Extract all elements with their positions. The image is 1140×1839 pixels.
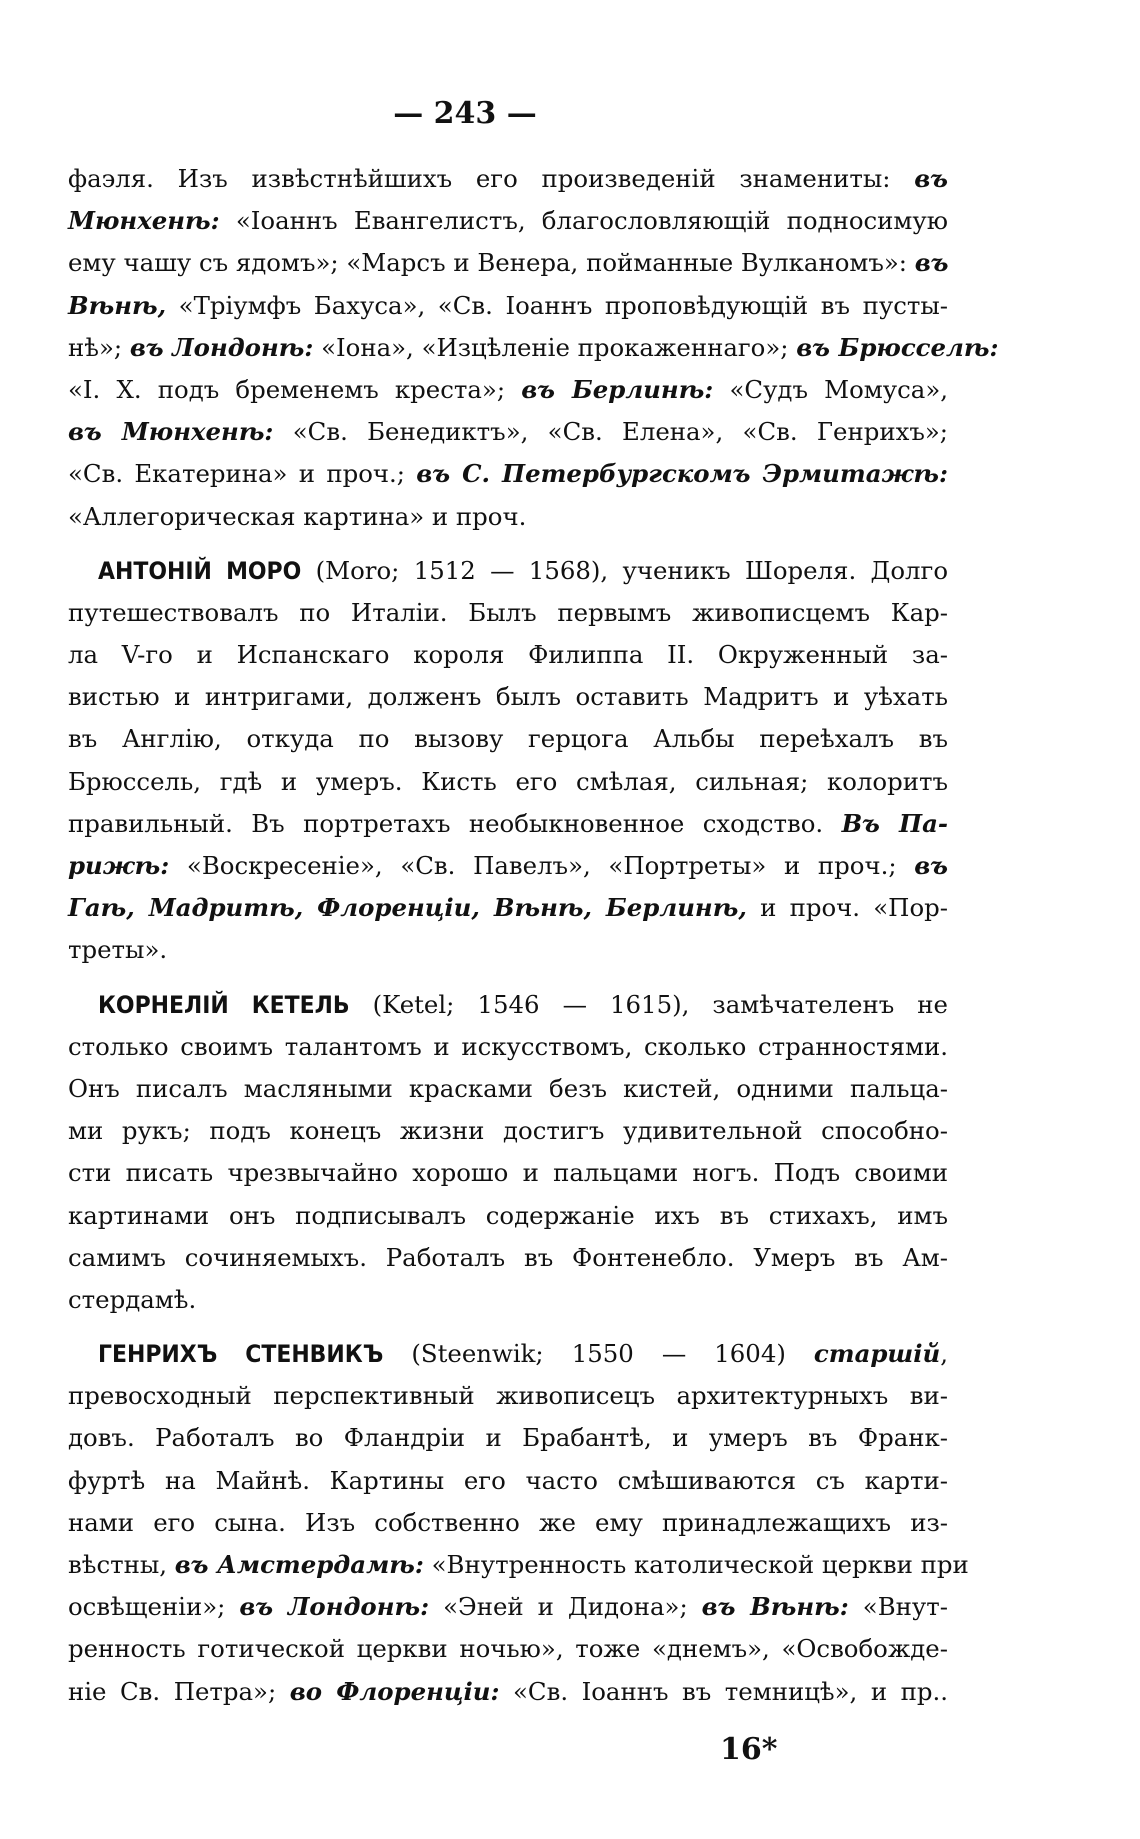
text-line xyxy=(68,845,948,887)
text-run: нами его сына. Изъ собственно же ему принадлежащихъ из- xyxy=(68,1507,948,1537)
text-line xyxy=(68,200,948,242)
text-run: сти писать чрезвычайно хорошо и пальцами ногъ. Подъ своими xyxy=(68,1158,948,1188)
text-run: , xyxy=(940,1339,948,1369)
text-line xyxy=(68,676,948,718)
text-run: Брюссель, гдѣ и умеръ. Кисть его смѣлая, сильная; колоритъ xyxy=(68,766,948,796)
text-run: ми рукъ; подъ конецъ жизни достигъ удивительной способно- xyxy=(68,1116,948,1146)
text-run: «Воскресеніе», «Св. Павелъ», «Портреты» и проч.; xyxy=(169,851,915,880)
text-line xyxy=(68,1417,948,1459)
place-name-run: въ Вѣнѣ: xyxy=(701,1592,849,1622)
text-line xyxy=(68,1628,948,1670)
text-run: фаэля. Изъ извѣстнѣйшихъ его произведеній знамениты: xyxy=(68,164,915,193)
entry-heading-line xyxy=(68,1333,948,1375)
text-line xyxy=(68,1152,948,1194)
text-line xyxy=(68,1502,948,1544)
place-name-run: въ xyxy=(914,851,948,880)
text-run: «Аллегорическая картина» и проч. xyxy=(68,501,527,531)
text-run: фуртѣ на Майнѣ. Картины его часто смѣшиваются съ карти- xyxy=(68,1465,948,1495)
text-line xyxy=(68,634,948,676)
text-run: «Внут- xyxy=(848,1592,948,1622)
text-run: освѣщеніи»; xyxy=(68,1592,240,1622)
text-line xyxy=(68,1671,948,1713)
artist-name: КОРНЕЛІЙ КЕТЕЛЬ xyxy=(98,989,350,1019)
text-run: правильный. Въ портретахъ необыкновенное сходство. xyxy=(68,808,842,838)
artist-name: ГЕНРИХЪ СТЕНВИКЪ xyxy=(98,1339,384,1369)
text-run: картинами онъ подписывалъ содержаніе ихъ въ стихахъ, имъ xyxy=(68,1200,948,1230)
entry-heading-line xyxy=(68,984,948,1026)
page-number-header: — 243 — xyxy=(393,96,537,131)
text-run: (Steenwik; 1550 — 1604) xyxy=(383,1339,814,1369)
text-line xyxy=(68,242,948,284)
text-line xyxy=(68,1195,948,1237)
text-run: «Св. Бенедиктъ», «Св. Елена», «Св. Генрихъ»; xyxy=(273,417,949,447)
text-line xyxy=(68,1586,948,1628)
place-name-run: въ С. Петербургскомъ Эрмитажѣ: xyxy=(416,459,948,489)
artist-name: АНТОНІЙ МОРО xyxy=(98,555,302,585)
text-run: «Іоаннъ Евангелистъ, благословляющій подносимую xyxy=(219,206,948,236)
text-line xyxy=(68,1279,948,1321)
text-run: довъ. Работалъ во Фландріи и Брабантѣ, и умеръ въ Франк- xyxy=(68,1423,948,1453)
text-line xyxy=(68,592,948,634)
text-line xyxy=(68,1068,948,1110)
place-name-run: въ Брюсселѣ: xyxy=(796,332,999,362)
text-run: Онъ писалъ масляными красками безъ кистей, одними пальца- xyxy=(68,1073,948,1103)
text-run: «Внутренность католической церкви при xyxy=(423,1550,969,1579)
text-line xyxy=(68,718,948,760)
place-name-run: въ Лондонѣ: xyxy=(129,332,314,362)
place-name-run: Мюнхенѣ: xyxy=(68,206,220,236)
text-run: «І. Х. подъ бременемъ креста»; xyxy=(68,374,522,404)
text-run: (Moro; 1512 — 1568), ученикъ Шореля. Долго xyxy=(301,555,948,585)
place-name-run: въ Лондонѣ: xyxy=(239,1592,430,1622)
text-line xyxy=(68,453,948,495)
text-line xyxy=(68,1237,948,1279)
text-run: вѣстны, xyxy=(68,1550,175,1579)
place-name-run: въ Берлинѣ: xyxy=(521,374,714,404)
text-run: ему чашу съ ядомъ»; «Марсъ и Венера, пойманные Вулканомъ»: xyxy=(68,248,915,278)
place-name-run: въ Мюнхенѣ: xyxy=(68,417,274,447)
text-run: въ Англію, откуда по вызову герцога Альбы переѣхалъ въ xyxy=(68,724,948,754)
text-run: «Св. Екатерина» и проч.; xyxy=(68,459,417,489)
text-line xyxy=(68,285,948,327)
place-name-run: во Флоренціи: xyxy=(289,1676,500,1706)
text-line xyxy=(68,929,948,971)
text-run: «Судъ Момуса», xyxy=(713,374,948,404)
text-run: столько своимъ талантомъ и искусствомъ, сколько странностями. xyxy=(68,1031,948,1061)
text-run: «Тріумфъ Бахуса», «Св. Іоаннъ проповѣдующій въ пусты- xyxy=(166,290,948,320)
place-name-run: Вѣнѣ, xyxy=(68,290,167,320)
text-line xyxy=(68,1026,948,1068)
text-line xyxy=(68,327,999,369)
text-run: стердамѣ. xyxy=(68,1284,197,1314)
text-line xyxy=(68,158,948,200)
italic-run: старшій xyxy=(813,1339,941,1369)
text-run: «Іона», «Изцѣленіе прокаженнаго»; xyxy=(313,332,797,362)
text-run: ренность готической церкви ночью», тоже «днемъ», «Освобожде- xyxy=(68,1634,948,1664)
text-line xyxy=(68,1110,948,1152)
text-run: нѣ»; xyxy=(68,332,130,362)
text-line xyxy=(68,1375,948,1417)
place-name-run: въ xyxy=(914,248,949,278)
text-run: вистью и интригами, долженъ былъ оставить Мадритъ и уѣхать xyxy=(68,682,948,712)
text-run: превосходный перспективный живописецъ архитектурныхъ ви- xyxy=(68,1381,948,1411)
text-run: самимъ сочиняемыхъ. Работалъ въ Фонтенебло. Умеръ въ Ам- xyxy=(68,1242,948,1272)
text-run: ла V-го и Испанскаго короля Филиппа II. Окруженный за- xyxy=(68,640,948,670)
place-name-run: въ xyxy=(914,164,948,193)
text-line xyxy=(68,1544,969,1586)
text-line xyxy=(68,803,948,845)
body-text xyxy=(68,158,999,1713)
text-line xyxy=(68,496,948,538)
text-run: «Св. Іоаннъ въ темницѣ», и пр.. xyxy=(499,1676,948,1706)
text-run: ніе Св. Петра»; xyxy=(68,1676,290,1706)
text-run: путешествовалъ по Италіи. Былъ первымъ живописцемъ Кар- xyxy=(68,597,948,627)
place-name-run: Въ Па- xyxy=(841,808,949,838)
entry-heading-line xyxy=(68,550,948,592)
text-line xyxy=(68,411,948,453)
text-line xyxy=(68,761,948,803)
printer-signature-mark: 16* xyxy=(720,1732,778,1767)
text-line xyxy=(68,887,948,929)
text-run: (Ketel; 1546 — 1615), замѣчателенъ не xyxy=(349,989,948,1019)
place-name-run: Гаѣ, Мадритѣ, Флоренціи, Вѣнѣ, Берлинѣ, xyxy=(68,893,747,923)
place-name-run: въ Амстердамѣ: xyxy=(174,1550,424,1579)
text-run: треты». xyxy=(68,935,168,965)
text-line xyxy=(68,369,948,411)
place-name-run: рижѣ: xyxy=(68,851,170,880)
text-run: и проч. «Пор- xyxy=(746,893,948,923)
text-line xyxy=(68,1460,948,1502)
text-run: «Эней и Дидона»; xyxy=(429,1592,702,1622)
